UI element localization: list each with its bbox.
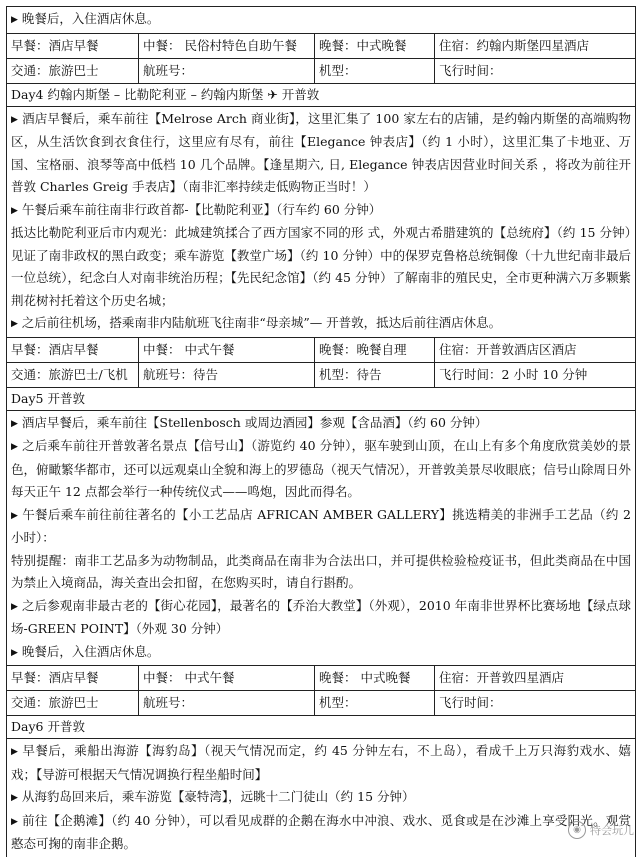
lunch-cell: 中餐： 中式午餐 xyxy=(139,666,315,690)
watermark xyxy=(568,821,634,839)
hotel-cell: 住宿：约翰内斯堡四星酒店 xyxy=(435,34,635,58)
bullet-icon: ▶ xyxy=(11,505,18,528)
dinner-cell: 晚餐： 中式晚餐 xyxy=(315,666,435,690)
day5-paragraph-3: ▶ 午餐后乘车前往前往著名的【小工艺品店 AFRICAN AMBER GALLERY】挑选精美的非洲手工艺品（约 2 小时）： xyxy=(11,504,631,550)
day5-paragraph-4: 特别提醒：南非工艺品多为动物制品，此类商品在南非为合法出口，并可提供检验检疫证书，但此类商品在中国为禁止入境商品，海关查出会扣留，在您购买时，请自行斟酌。 xyxy=(11,550,631,595)
day5-paragraph-1: ▶ 酒店早餐后，乘车前往【Stellenbosch 或周边酒园】参观【含品酒】（约 60 分钟） xyxy=(11,412,631,436)
day4-body xyxy=(7,107,635,337)
day4-paragraph-2: ▶ 午餐后乘车前往南非行政首都-【比勒陀利亚】（行车约 60 分钟） xyxy=(11,199,631,223)
day5-title: Day5 开普敦 xyxy=(7,388,635,411)
itinerary-document xyxy=(6,6,636,857)
day5-body xyxy=(7,411,635,666)
watermark-text: 特会玩儿 xyxy=(590,822,634,838)
bullet-icon: ▶ xyxy=(11,596,18,619)
day5-transport-row xyxy=(7,691,635,716)
bullet-icon: ▶ xyxy=(11,436,18,459)
flight-no-cell: 航班号： xyxy=(139,59,315,83)
day4-paragraph-4: ▶ 之后前往机场，搭乘南非内陆航班飞往南非“母亲城”— 开普敦，抵达后前往酒店休息。 xyxy=(11,312,631,336)
transport-cell: 交通：旅游巴士/飞机 xyxy=(7,363,139,387)
bullet-icon: ▶ xyxy=(11,109,18,132)
bullet-icon: ▶ xyxy=(11,811,18,834)
breakfast-cell: 早餐：酒店早餐 xyxy=(7,666,139,690)
bullet-icon: ▶ xyxy=(11,642,18,665)
day6-title: Day6 开普敦 xyxy=(7,716,635,739)
dinner-cell: 晚餐：中式晚餐 xyxy=(315,34,435,58)
day5-paragraph-2: ▶ 之后乘车前往开普敦著名景点【信号山】（游览约 40 分钟），驱车驶到山顶，在山上有多个角度欣赏美妙的景色，俯瞰繁华都市，还可以远观桌山全貌和海上的罗德岛（视天气情况），开普敦美景尽收眼底；信号山除周日外每天正午 12 点都会举行一种传统仪式——鸣炮，因此而得名。 xyxy=(11,435,631,504)
bullet-icon: ▶ xyxy=(11,741,18,764)
day3-transport-row xyxy=(7,59,635,84)
wechat-icon: ◉ xyxy=(568,821,586,839)
lunch-cell: 中餐： 中式午餐 xyxy=(139,338,315,362)
day6-body xyxy=(7,739,635,857)
dinner-cell: 晚餐：晚餐自理 xyxy=(315,338,435,362)
aircraft-cell: 机型： xyxy=(315,691,435,715)
day4-title: Day4 约翰内斯堡 – 比勒陀利亚 – 约翰内斯堡 ✈ 开普敦 xyxy=(7,84,635,107)
day6-paragraph-2: ▶ 从海豹岛回来后，乘车游览【豪特湾】，远眺十二门徒山（约 15 分钟） xyxy=(11,786,631,810)
day4-paragraph-3: 抵达比勒陀利亚后市内观光：此城建筑揉合了西方国家不同的形 式，外观古希腊建筑的【总统府】（约 15 分钟）见证了南非政权的黑白政变；乘车游览【教堂广场】（约 10 分钟）中的保罗克鲁格总统铜像（十九世纪南非最后一位总统），纪念白人对南非统治历程；【先民纪念馆】（约 45 分钟）了解南非的殖民史，全市更种满六万多颗紫荆花树衬托着这个历史名城； xyxy=(11,222,631,312)
day6-paragraph-3: ▶ 前往【企鹅滩】（约 40 分钟），可以看见成群的企鹅在海水中冲浪、戏水、觅食或是在沙滩上享受阳光。观赏憨态可掬的南非企鹅。 xyxy=(11,810,631,856)
day4-transport-row xyxy=(7,363,635,388)
flight-time-cell: 飞行时间： xyxy=(435,59,635,83)
aircraft-cell: 机型：待告 xyxy=(315,363,435,387)
flight-no-cell: 航班号：待告 xyxy=(139,363,315,387)
aircraft-cell: 机型： xyxy=(315,59,435,83)
day5-paragraph-5: ▶ 之后参观南非最古老的【街心花园】，最著名的【乔治大教堂】（外观），2010 年南非世界杯比赛场地【绿点球场-GREEN POINT】（外观 30 分钟） xyxy=(11,595,631,641)
day4-paragraph-1: ▶ 酒店早餐后，乘车前往【Melrose Arch 商业街】，这里汇集了 100 家左右的店铺，是约翰内斯堡的高端购物区，从生活饮食到衣食住行，这里应有尽有，前往【Elegance 钟表店】（约 1 小时），这里汇集了卡地亚、万国、宝格丽、浪琴等高中低档 10 几个品牌。【逢星期六, 日, Elegance 钟表店因营业时间关系 ，将改为前往开普敦 Charles Greig 手表店】（南非汇率持续走低购物正当时！） xyxy=(11,108,631,199)
transport-cell: 交通：旅游巴士 xyxy=(7,691,139,715)
day4-meals-row xyxy=(7,338,635,363)
breakfast-cell: 早餐：酒店早餐 xyxy=(7,338,139,362)
bullet-icon: ▶ xyxy=(11,313,18,336)
day3-meals-row xyxy=(7,34,635,59)
bullet-icon: ▶ xyxy=(11,413,18,436)
flight-time-cell: 飞行时间：2 小时 10 分钟 xyxy=(435,363,635,387)
bullet-icon: ▶ xyxy=(11,200,18,223)
transport-cell: 交通：旅游巴士 xyxy=(7,59,139,83)
flight-time-cell: 飞行时间： xyxy=(435,691,635,715)
hotel-cell: 住宿：开普敦酒店区酒店 xyxy=(435,338,635,362)
bullet-icon: ▶ xyxy=(11,9,18,32)
bullet-icon: ▶ xyxy=(11,787,18,810)
intro-line: ▶ 晚餐后，入住酒店休息。 xyxy=(7,7,635,34)
day5-paragraph-6: ▶ 晚餐后，入住酒店休息。 xyxy=(11,641,631,665)
day5-meals-row xyxy=(7,666,635,691)
lunch-cell: 中餐： 民俗村特色自助午餐 xyxy=(139,34,315,58)
hotel-cell: 住宿：开普敦四星酒店 xyxy=(435,666,635,690)
flight-no-cell: 航班号： xyxy=(139,691,315,715)
day6-paragraph-1: ▶ 早餐后，乘船出海游【海豹岛】（视天气情况而定，约 45 分钟左右，不上岛），看成千上万只海豹戏水、嬉戏；【导游可根据天气情况调换行程坐船时间】 xyxy=(11,740,631,786)
breakfast-cell: 早餐：酒店早餐 xyxy=(7,34,139,58)
